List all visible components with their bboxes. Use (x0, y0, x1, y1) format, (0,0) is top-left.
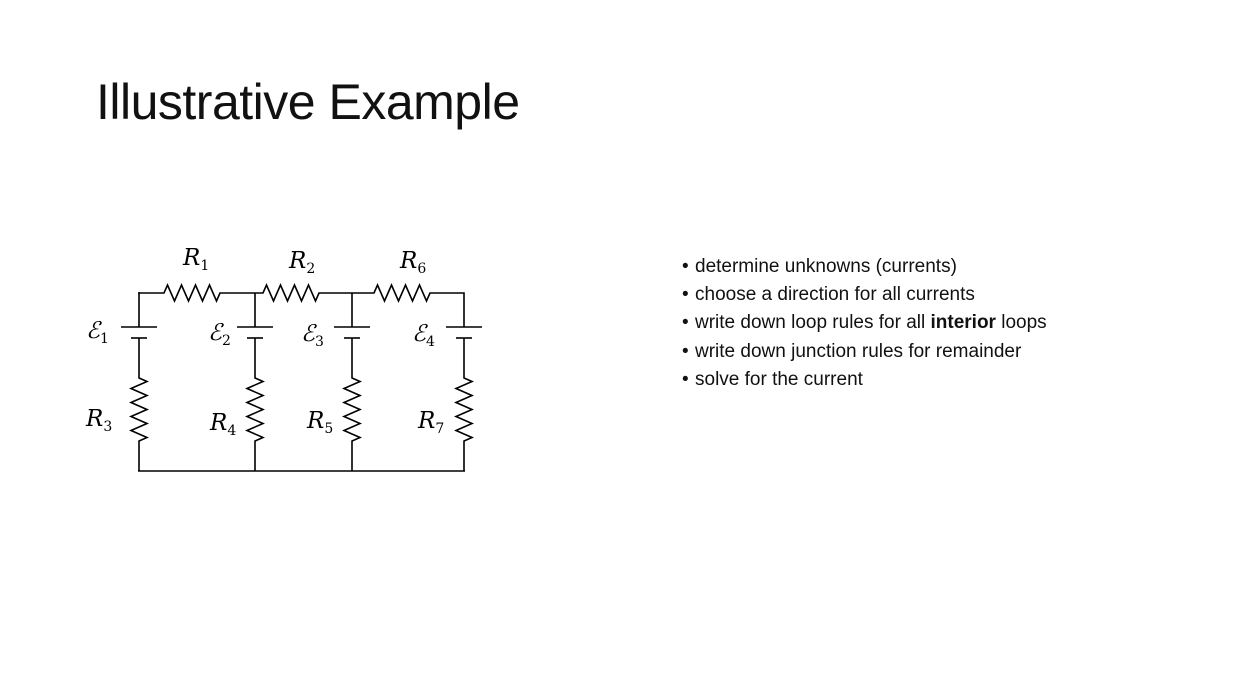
step-item: • write down junction rules for remainder (682, 338, 1047, 366)
label-r4: $R_4$ (210, 410, 237, 439)
label-e4: ℰ$_4$ (412, 321, 435, 350)
circuit-wires (131, 285, 472, 471)
bullet-icon: • (682, 312, 689, 334)
bullet-icon: • (682, 284, 689, 306)
label-r6: $R_6$ (400, 248, 427, 277)
step-item: • write down loop rules for all interior loops (682, 309, 1047, 337)
label-r7: $R_7$ (418, 408, 445, 437)
label-r5: $R_5$ (307, 408, 334, 437)
branch2-wire (247, 293, 263, 471)
step-item: • choose a direction for all currents (682, 281, 1047, 309)
top-wire-r6 (352, 285, 464, 327)
emphasis-interior: interior (930, 312, 996, 334)
bullet-icon: • (682, 340, 689, 362)
branch1-wire (131, 293, 147, 471)
top-wire-r1 (139, 285, 255, 301)
bullet-icon: • (682, 256, 689, 277)
label-e1: ℰ$_1$ (86, 318, 109, 347)
slide-title: Illustrative Example (96, 74, 520, 130)
label-r3: $R_3$ (86, 406, 113, 435)
label-e2: ℰ$_2$ (208, 320, 231, 349)
label-r1: $R_1$ (183, 245, 210, 274)
branch4-wire (456, 338, 472, 471)
bullet-icon: • (682, 368, 689, 390)
label-r2: $R_2$ (289, 248, 316, 277)
branch3-wire (344, 293, 360, 471)
circuit-diagram (80, 235, 500, 485)
steps-list (682, 253, 1047, 394)
step-item: • determine unknowns (currents) (682, 253, 1047, 281)
top-wire-r2 (255, 285, 352, 301)
label-e3: ℰ$_3$ (301, 321, 324, 350)
step-item: • solve for the current (682, 366, 1047, 394)
